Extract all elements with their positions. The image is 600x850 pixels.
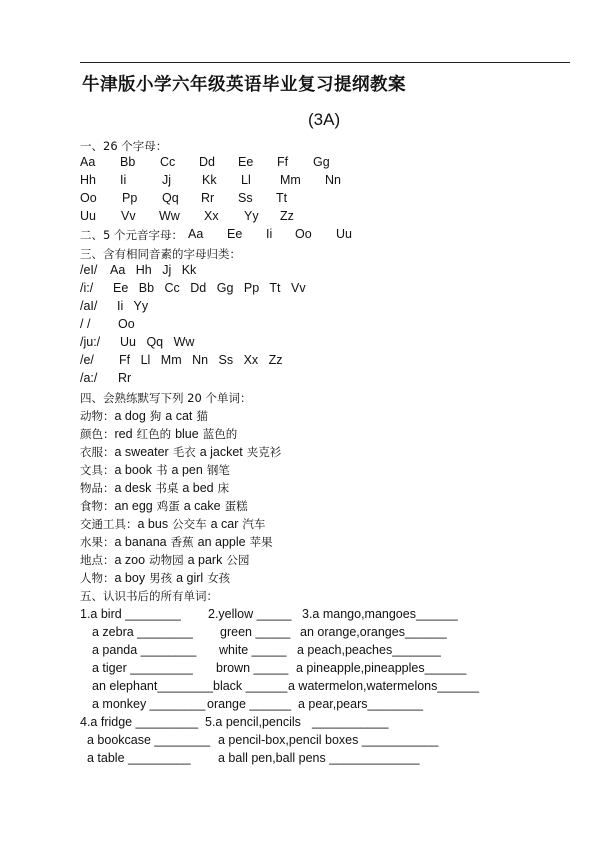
fill-in-item: a pencil-box,pencil boxes ___________ [218, 733, 439, 747]
fill-in-list [80, 605, 570, 767]
chinese-meaning: 男孩 [149, 571, 173, 585]
fill-in-item: an orange,oranges______ [300, 625, 447, 639]
letter-pair: Qq [162, 191, 179, 205]
category-label: 人物： [80, 571, 115, 585]
english-word: a zoo [114, 553, 146, 567]
english-word: a park [187, 553, 223, 567]
english-word: a dog [114, 409, 146, 423]
document-body [80, 137, 570, 767]
section-2-line [80, 227, 570, 245]
english-word: a cat [165, 409, 193, 423]
chinese-meaning: 香蕉 [170, 535, 194, 549]
category-label: 动物： [80, 409, 115, 423]
chinese-meaning: 床 [217, 481, 230, 495]
fill-in-row [80, 623, 570, 641]
letter-pair: Oo [80, 191, 97, 205]
letter-pair: Jj [162, 173, 172, 187]
fill-in-item: a table _________ [87, 751, 191, 765]
letter-pair: Tt [276, 191, 288, 205]
phoneme-group [80, 281, 570, 299]
phoneme-group [80, 335, 570, 353]
section-5-heading: 五、认识书后的所有单词： [80, 589, 218, 603]
english-word: a banana [114, 535, 167, 549]
fill-in-item: a monkey ________ [92, 697, 206, 711]
chinese-meaning: 毛衣 [172, 445, 196, 459]
fill-in-item: 3.a mango,mangoes______ [302, 607, 458, 621]
phoneme-symbol: /e/ [80, 353, 94, 367]
vocabulary-line [80, 407, 570, 425]
document-subtitle: (3A) [308, 110, 341, 129]
phoneme-group [80, 371, 570, 389]
letter-pair: Uu [80, 209, 96, 223]
fill-in-row [80, 731, 570, 749]
fill-in-item: black ______ [213, 679, 288, 693]
alphabet-row [80, 155, 570, 173]
letter-pair: Bb [120, 155, 136, 169]
alphabet-row [80, 209, 570, 227]
phoneme-letters: Aa Hh Jj Kk [110, 263, 197, 277]
vocabulary-line [80, 533, 570, 551]
phoneme-letters: Ee Bb Cc Dd Gg Pp Tt Vv [113, 281, 306, 295]
chinese-meaning: 女孩 [207, 571, 231, 585]
letter-pair: Hh [80, 173, 96, 187]
english-word: a desk [114, 481, 152, 495]
letter-pair: Rr [201, 191, 215, 205]
fill-in-row [80, 695, 570, 713]
vocabulary-list [80, 407, 570, 587]
english-word: a bed [182, 481, 214, 495]
phoneme-symbol: /i:/ [80, 281, 94, 295]
letter-pair: Vv [121, 209, 136, 223]
category-label: 衣服： [80, 445, 115, 459]
phoneme-group [80, 299, 570, 317]
phoneme-letters: Ii Yy [117, 299, 149, 313]
vocabulary-line [80, 479, 570, 497]
phoneme-symbol: /ju:/ [80, 335, 101, 349]
phoneme-groups [80, 263, 570, 389]
vowel-letter: Uu [336, 227, 352, 241]
fill-in-item: an elephant________ [92, 679, 213, 693]
chinese-meaning: 书桌 [155, 481, 179, 495]
letter-pair: Zz [280, 209, 294, 223]
fill-in-row [80, 605, 570, 623]
chinese-meaning: 钢笔 [206, 463, 230, 477]
letter-pair: Kk [202, 173, 217, 187]
letter-pair: Ee [238, 155, 254, 169]
category-label: 地点： [80, 553, 115, 567]
english-word: a cake [183, 499, 221, 513]
chinese-meaning: 鸡蛋 [156, 499, 180, 513]
fill-in-row [80, 659, 570, 677]
phoneme-group [80, 353, 570, 371]
english-word: a sweater [114, 445, 169, 459]
english-word: red [114, 427, 133, 441]
letter-pair: Dd [199, 155, 215, 169]
alphabet-row [80, 173, 570, 191]
vocabulary-line [80, 569, 570, 587]
category-label: 食物： [80, 499, 115, 513]
chinese-meaning: 公园 [226, 553, 250, 567]
english-word: a car [210, 517, 239, 531]
fill-in-item: ___________ [312, 715, 389, 729]
chinese-meaning: 夹克衫 [246, 445, 282, 459]
letter-pair: Gg [313, 155, 330, 169]
letter-pair: Xx [204, 209, 219, 223]
section-2-heading: 二、5 个元音字母： [80, 228, 183, 242]
alphabet-rows [80, 155, 570, 227]
vocabulary-line [80, 425, 570, 443]
phoneme-symbol: /eI/ [80, 263, 98, 277]
english-word: a jacket [199, 445, 243, 459]
vowel-letter: Aa [188, 227, 204, 241]
fill-in-item: 4.a fridge _________ [80, 715, 199, 729]
vowel-letter: Ee [227, 227, 243, 241]
section-4-heading: 四、会熟练默写下列 20 个单词： [80, 391, 252, 405]
fill-in-row [80, 641, 570, 659]
vocabulary-line [80, 461, 570, 479]
chinese-meaning: 蓝色的 [202, 427, 238, 441]
phoneme-group [80, 317, 570, 335]
letter-pair: Ww [159, 209, 180, 223]
fill-in-row [80, 749, 570, 767]
phoneme-letters: Oo [118, 317, 135, 331]
vowel-letter: Ii [266, 227, 273, 241]
english-word: a girl [176, 571, 204, 585]
chinese-meaning: 动物园 [149, 553, 184, 567]
category-label: 水果： [80, 535, 115, 549]
phoneme-symbol: /aI/ [80, 299, 98, 313]
fill-in-item: white _____ [219, 643, 287, 657]
fill-in-item: a peach,peaches_______ [297, 643, 441, 657]
fill-in-item: 2.yellow _____ [208, 607, 292, 621]
vocabulary-line [80, 443, 570, 461]
fill-in-item: a zebra ________ [92, 625, 193, 639]
alphabet-row [80, 191, 570, 209]
chinese-meaning: 书 [156, 463, 168, 477]
letter-pair: Nn [325, 173, 341, 187]
letter-pair: Yy [244, 209, 259, 223]
category-label: 颜色： [80, 427, 115, 441]
fill-in-item: a pineapple,pineapples______ [296, 661, 467, 675]
phoneme-letters: Uu Qq Ww [120, 335, 195, 349]
category-label: 交通工具： [80, 517, 138, 531]
fill-in-item: a pear,pears________ [298, 697, 424, 711]
english-word: a pen [171, 463, 203, 477]
english-word: blue [175, 427, 199, 441]
fill-in-item: a ball pen,ball pens _____________ [218, 751, 420, 765]
section-3-heading: 三、含有相同音素的字母归类： [80, 247, 241, 261]
phoneme-symbol: /a:/ [80, 371, 98, 385]
category-label: 文具： [80, 463, 115, 477]
chinese-meaning: 公交车 [172, 517, 207, 531]
chinese-meaning: 狗 [149, 409, 162, 423]
letter-pair: Ff [277, 155, 289, 169]
letter-pair: Aa [80, 155, 96, 169]
chinese-meaning: 红色的 [136, 427, 172, 441]
fill-in-item: 1.a bird ________ [80, 607, 181, 621]
english-word: a bus [137, 517, 169, 531]
chinese-meaning: 苹果 [249, 535, 273, 549]
fill-in-item: 5.a pencil,pencils [205, 715, 301, 729]
phoneme-group [80, 263, 570, 281]
fill-in-item: brown _____ [216, 661, 289, 675]
fill-in-item: a tiger _________ [92, 661, 193, 675]
fill-in-item: a watermelon,watermelons______ [288, 679, 480, 693]
letter-pair: Mm [280, 173, 301, 187]
vocabulary-line [80, 551, 570, 569]
letter-pair: Ll [241, 173, 251, 187]
fill-in-row [80, 713, 570, 731]
phoneme-letters: Ff Ll Mm Nn Ss Xx Zz [119, 353, 283, 367]
english-word: a boy [114, 571, 146, 585]
letter-pair: Ss [238, 191, 253, 205]
category-label: 物品： [80, 481, 115, 495]
letter-pair: Cc [160, 155, 176, 169]
section-1-heading: 一、26 个字母： [80, 139, 168, 153]
top-rule [80, 62, 570, 63]
english-word: an egg [114, 499, 153, 513]
fill-in-item: a panda ________ [92, 643, 197, 657]
document-title: 牛津版小学六年级英语毕业复习提纲教案 [82, 75, 406, 95]
chinese-meaning: 汽车 [242, 517, 266, 531]
vowel-letter: Oo [295, 227, 312, 241]
english-word: an apple [197, 535, 246, 549]
letter-pair: Ii [120, 173, 127, 187]
letter-pair: Pp [122, 191, 138, 205]
fill-in-item: green _____ [220, 625, 291, 639]
vocabulary-line [80, 497, 570, 515]
fill-in-item: orange ______ [207, 697, 292, 711]
english-word: a book [114, 463, 153, 477]
phoneme-symbol: / / [80, 317, 91, 331]
chinese-meaning: 猫 [196, 409, 208, 423]
fill-in-item: a bookcase ________ [87, 733, 211, 747]
chinese-meaning: 蛋糕 [224, 499, 248, 513]
vocabulary-line [80, 515, 570, 533]
fill-in-row [80, 677, 570, 695]
phoneme-letters: Rr [118, 371, 132, 385]
